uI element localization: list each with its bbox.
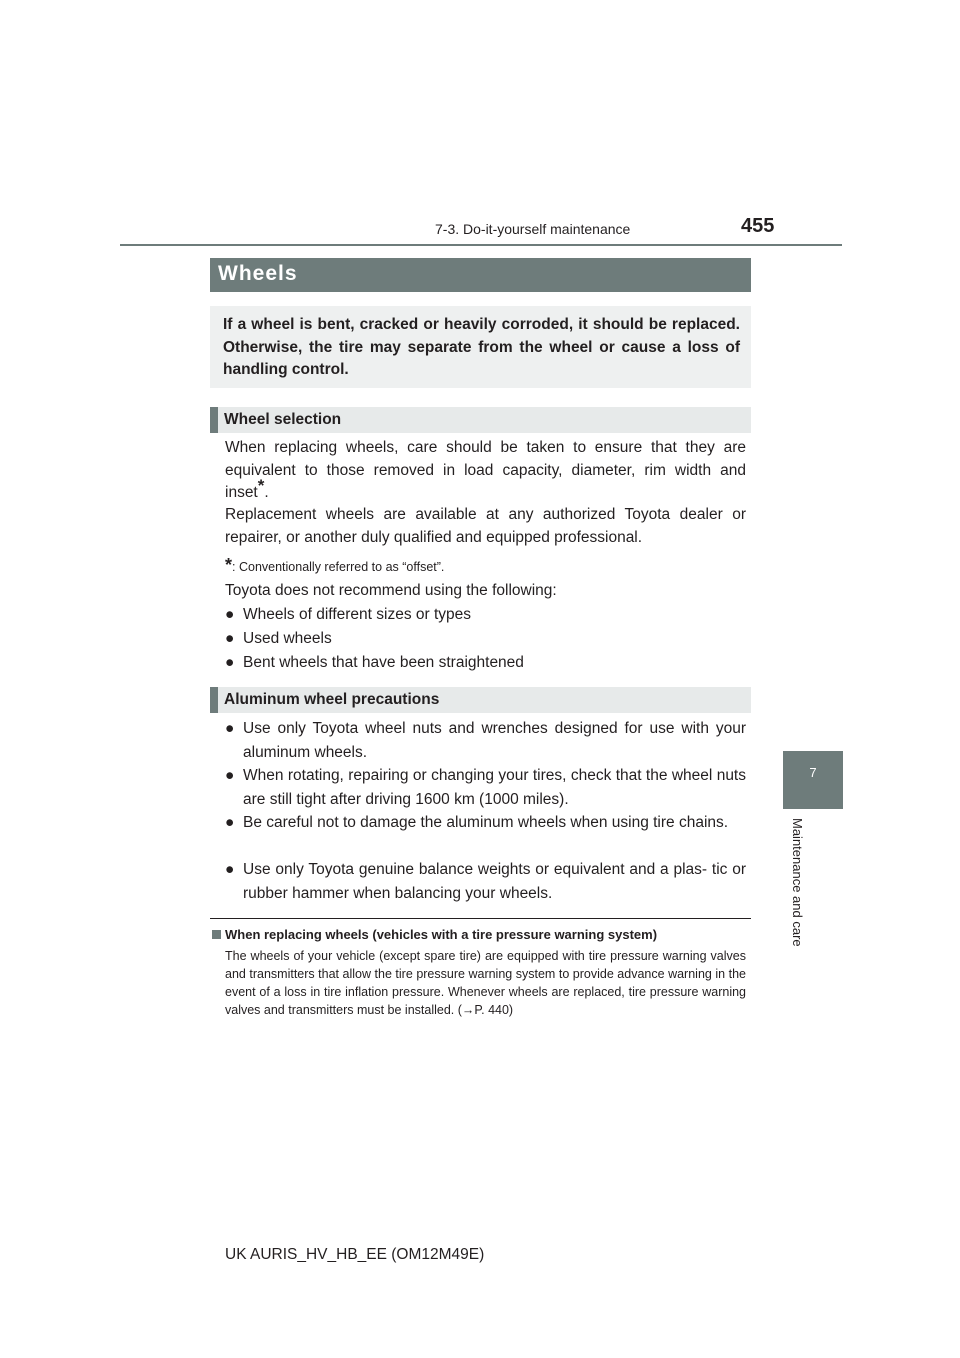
list-item-text: Be careful not to damage the aluminum wheels when using tire chains. (243, 814, 729, 831)
bullet-icon: ● (225, 861, 235, 878)
document-code: UK AURIS_HV_HB_EE (OM12M49E) (225, 1246, 485, 1263)
footnote-star: * (225, 555, 233, 575)
square-bullet-icon (212, 930, 221, 939)
aluminum-heading: Aluminum wheel precautions (224, 691, 440, 708)
bullet-icon: ● (225, 630, 235, 647)
chapter-title: Maintenance and care (790, 818, 805, 947)
page-title: Wheels (218, 262, 298, 285)
list-item-text: Use only Toyota genuine balance weights or equivalent and a plas- tic or rubber hammer when balancing your wheels. (243, 861, 746, 902)
note-heading-text: When replacing wheels (vehicles with a tire pressure warning system) (225, 927, 658, 942)
section-title: 7-3. Do-it-yourself maintenance (435, 221, 631, 237)
list-item-text: Use only Toyota wheel nuts and wrenches designed for use with your aluminum wheels. (243, 720, 746, 761)
page-title-bar (210, 258, 751, 292)
wheel-selection-heading: Wheel selection (224, 411, 342, 428)
list-item (225, 717, 746, 764)
note-heading (212, 927, 657, 942)
list-item (225, 627, 746, 651)
list-item (225, 603, 746, 627)
list-item-text: Used wheels (243, 630, 332, 647)
paragraph-line: equivalent to those removed in load capacity, diameter, rim width and (225, 461, 746, 479)
list-item-text: Bent wheels that have been straightened (243, 654, 524, 671)
footnote-text: : Conventionally referred to as “offset”. (232, 560, 445, 574)
inset-word: inset (225, 484, 258, 501)
footnote (225, 555, 444, 576)
wheel-selection-paragraph-1 (225, 437, 746, 505)
note-divider (210, 918, 751, 919)
list-item-text: When rotating, repairing or changing your tires, check that the wheel nuts are still tight after driving 1600 km (1000 miles). (243, 767, 746, 808)
intro-box (210, 306, 751, 388)
sentence-end: . (264, 484, 269, 501)
bullet-icon: ● (225, 814, 235, 831)
bullet-icon: ● (225, 720, 235, 737)
aluminum-heading-bar (210, 687, 751, 713)
footnote-marker: * (257, 475, 265, 495)
bullet-icon: ● (225, 654, 235, 671)
chapter-tab (783, 751, 843, 809)
paragraph-line (225, 475, 746, 505)
list-item-text: Wheels of different sizes or types (243, 606, 472, 623)
wheel-selection-paragraph-2: Replacement wheels are available at any authorized Toyota dealer or repairer, or another duly qualified and equipped professional. (225, 506, 746, 546)
paragraph-line: When replacing wheels, care should be taken to ensure that they are (225, 439, 746, 456)
bullet-icon: ● (225, 767, 235, 784)
note-body: The wheels of your vehicle (except spare tire) are equipped with tire pressure warning valves and transmitters that allow the tire pressure warning system to provide advance warning in the event of a loss in tire inflation pressure. Whenever wheels are replaced, tire pressure warning valves and transmitters must be installed. (→P. 440) (225, 949, 746, 1017)
list-item (225, 651, 746, 675)
list-item (225, 811, 746, 835)
list-item (225, 858, 746, 905)
wheel-selection-heading-bar (210, 407, 751, 433)
list-item (225, 764, 746, 811)
chapter-number: 7 (809, 765, 817, 780)
chapter-label (789, 818, 809, 968)
recommend-intro: Toyota does not recommend using the following: (225, 582, 557, 599)
intro-text: If a wheel is bent, cracked or heavily corroded, it should be replaced. Otherwise, the tire may separate from the wheel or cause a loss of handling control. (223, 316, 740, 378)
header-divider (120, 244, 842, 246)
bullet-icon: ● (225, 606, 235, 623)
page-number: 455 (741, 215, 775, 237)
